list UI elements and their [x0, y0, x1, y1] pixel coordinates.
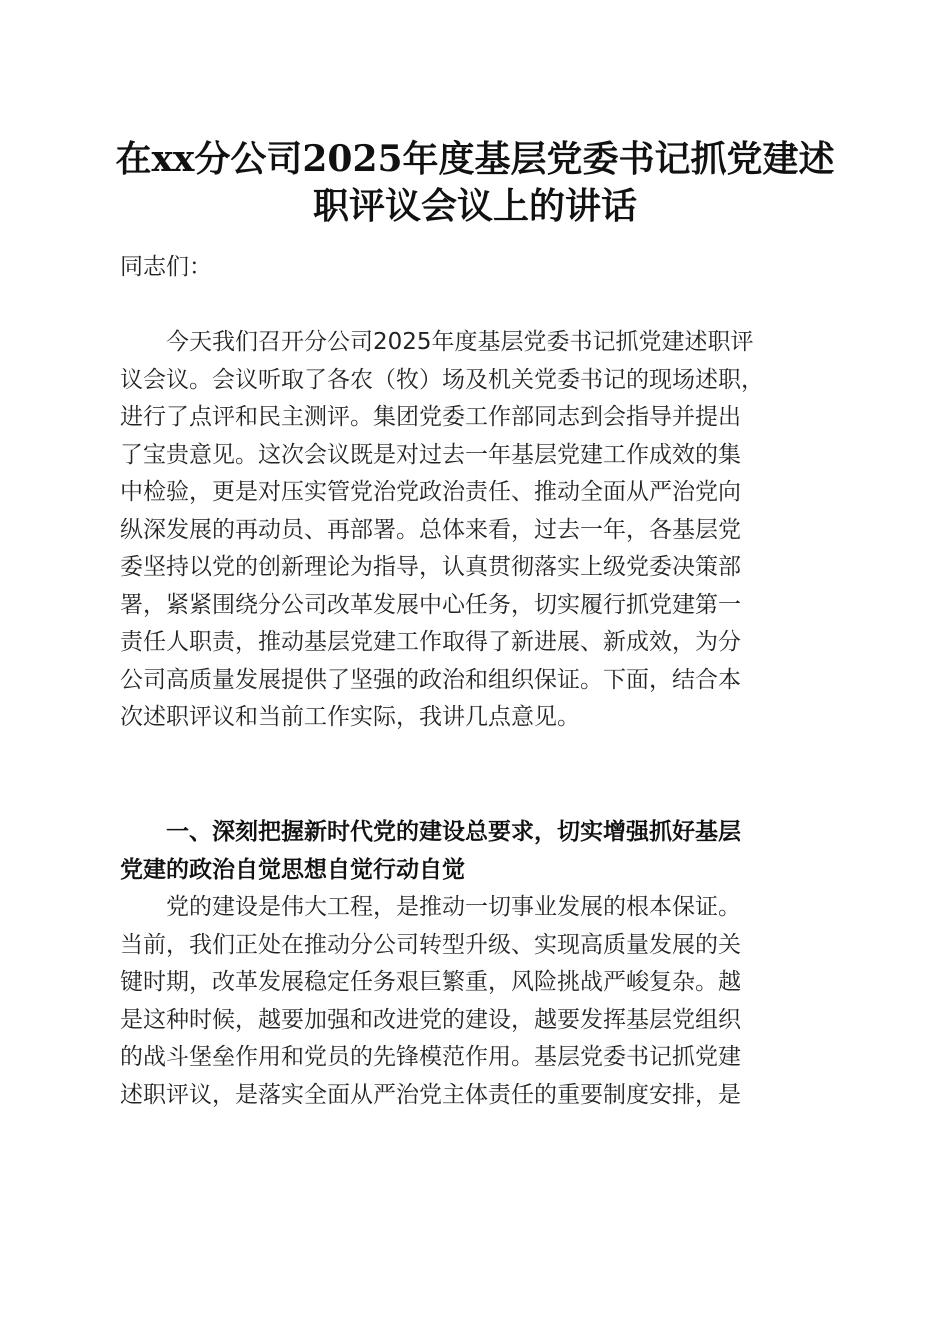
paragraph-line: 公司高质量发展提供了坚强的政治和组织保证。下面，结合本 [120, 666, 741, 693]
paragraph-line: 责任人职责，推动基层党建工作取得了新进展、新成效，为分 [120, 629, 741, 655]
section-heading-1 [120, 814, 840, 889]
paragraph-line: 键时期，改革发展稳定任务艰巨繁重，风险挑战严峻复杂。越 [120, 969, 741, 995]
greeting: 同志们： [120, 254, 212, 280]
paragraph-line: 次述职评议和当前工作实际，我讲几点意见。 [120, 704, 580, 730]
paragraph-line: 了宝贵意见。这次会议既是对过去一年基层党建工作成效的集 [120, 441, 741, 468]
paragraph-line: 署，紧紧围绕分公司改革发展中心任务，切实履行抓党建第一 [120, 591, 741, 618]
paragraph-1 [120, 324, 840, 737]
document-title-line-2: 职评议会议上的讲话 [312, 185, 637, 227]
paragraph-line: 述职评议，是落实全面从严治党主体责任的重要制度安排，是 [120, 1081, 741, 1108]
paragraph-2 [120, 889, 840, 1114]
paragraph-line: 今天我们召开分公司2025年度基层党委书记抓党建述职评 [166, 329, 754, 355]
paragraph-line: 中检验，更是对压实管党治党政治责任、推动全面从严治党向 [120, 479, 741, 505]
heading-line: 一、深刻把握新时代党的建设总要求，切实增强抓好基层 [166, 819, 741, 845]
paragraph-line: 当前，我们正处在推动分公司转型升级、实现高质量发展的关 [120, 931, 741, 958]
paragraph-line: 纵深发展的再动员、再部署。总体来看，过去一年，各基层党 [120, 516, 741, 543]
paragraph-line: 是这种时候，越要加强和改进党的建设，越要发挥基层党组织 [120, 1006, 741, 1033]
paragraph-line: 进行了点评和民主测评。集团党委工作部同志到会指导并提出 [120, 404, 741, 430]
paragraph-line: 委坚持以党的创新理论为指导，认真贯彻落实上级党委决策部 [120, 554, 741, 580]
paragraph-line: 党的建设是伟大工程，是推动一切事业发展的根本保证。 [166, 894, 741, 920]
paragraph-line: 的战斗堡垒作用和党员的先锋模范作用。基层党委书记抓党建 [120, 1044, 741, 1070]
heading-line: 党建的政治自觉思想自觉行动自觉 [120, 856, 465, 883]
document-title-line-1: 在xx分公司2025年度基层党委书记抓党建述 [115, 138, 835, 180]
paragraph-line: 议会议。会议听取了各农（牧）场及机关党委书记的现场述职， [120, 366, 764, 393]
